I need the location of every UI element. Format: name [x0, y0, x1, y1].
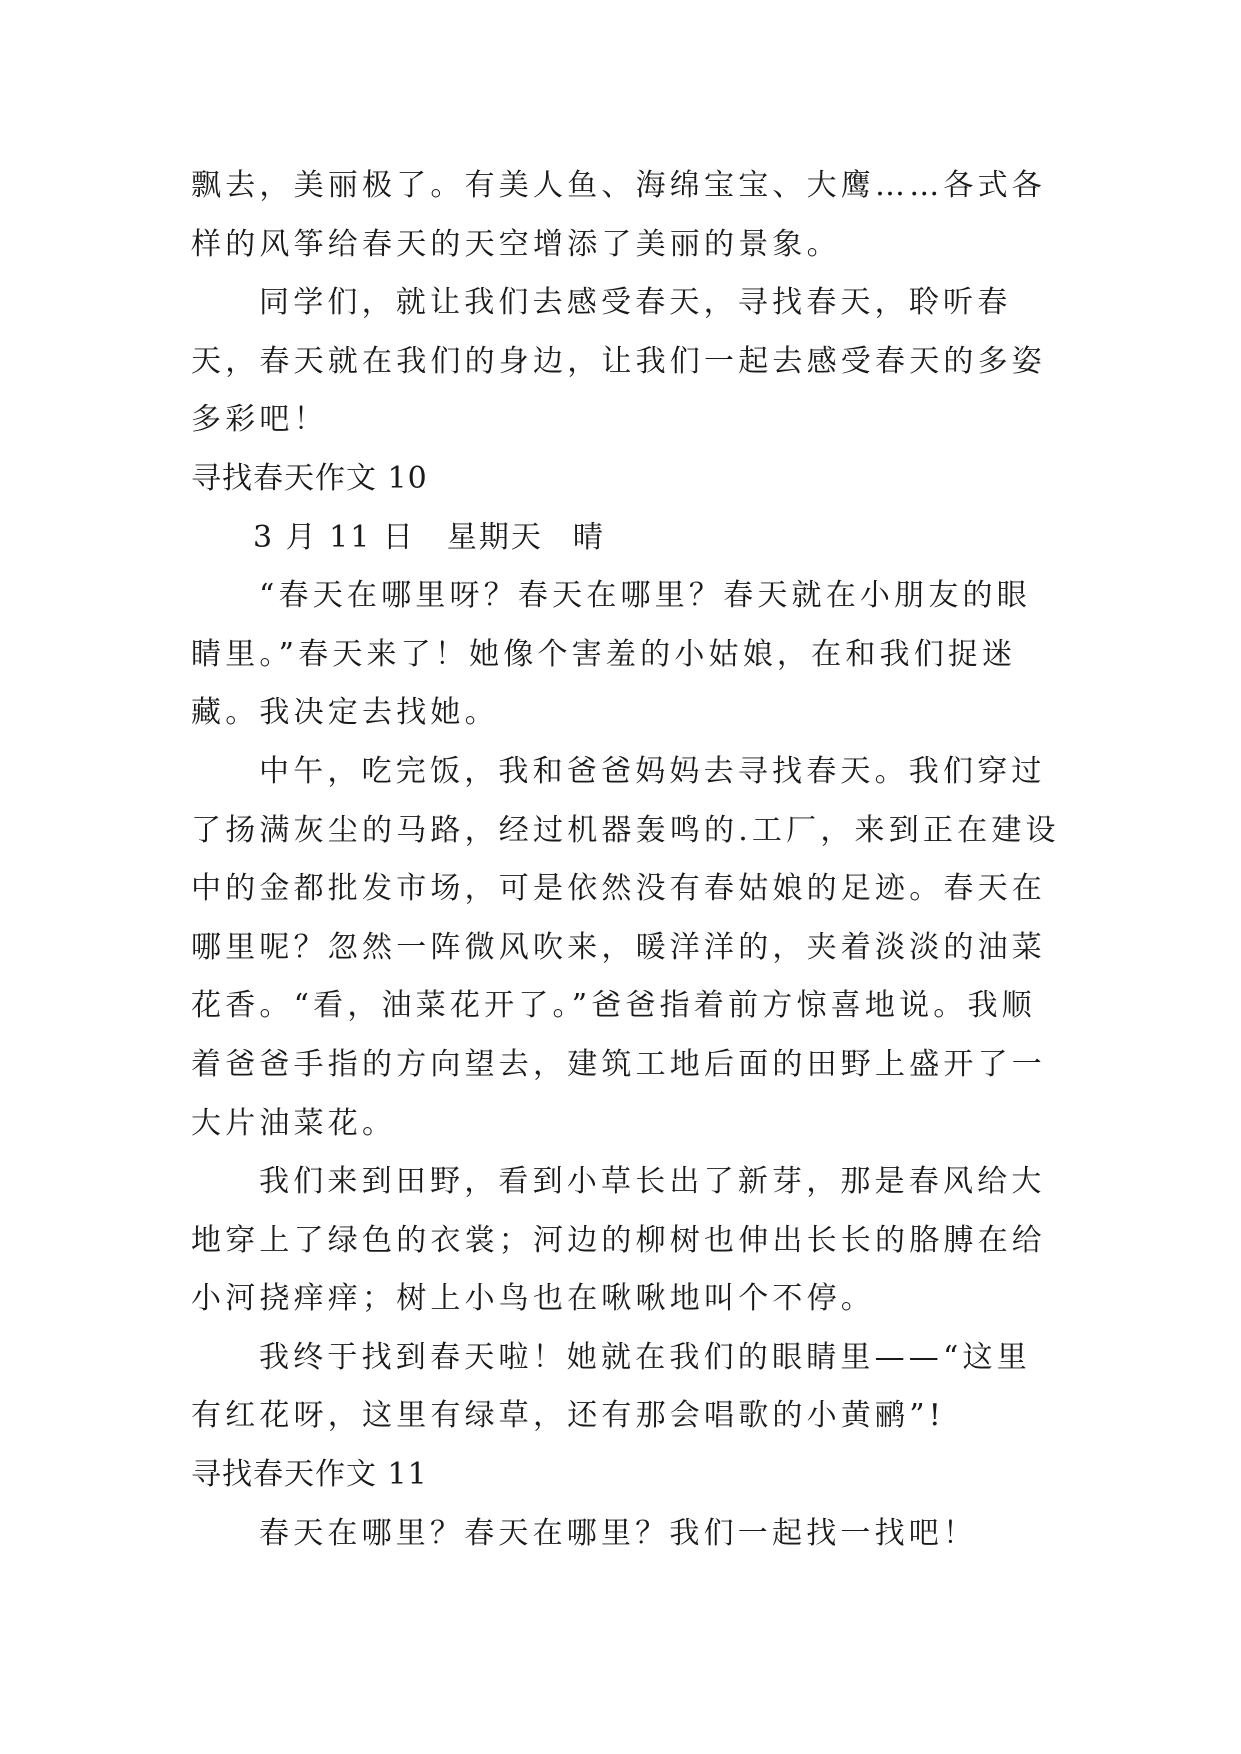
paragraph-kites: 飘去，美丽极了。有美人鱼、海绵宝宝、大鹰……各式各样的风筝给春天的天空增添了美丽的景象。 [191, 168, 1046, 262]
diary-date: 3 月 11 日 [253, 519, 415, 555]
paragraph-where-is-spring: “春天在哪里呀？春天在哪里？春天就在小朋友的眼睛里。”春天来了！她像个害羞的小姑娘，在和我们捉迷藏。我决定去找她。 [191, 578, 1031, 731]
essay-heading-11: 寻找春天作文 11 [191, 1457, 428, 1493]
diary-weekday: 星期天 [446, 519, 543, 555]
paragraph-field: 我们来到田野，看到小草长出了新芽，那是春风给大地穿上了绿色的衣裳；河边的柳树也伸出长长的胳膊在给小河挠痒痒；树上小鸟也在啾啾地叫个不停。 [191, 1164, 1046, 1317]
paragraph-found-spring: 我终于找到春天啦！她就在我们的眼睛里——“这里有红花呀，这里有绿草，还有那会唱歌的小黄鹂”! [191, 1339, 1031, 1434]
essay-heading-10: 寻找春天作文 10 [191, 460, 428, 496]
document-body [191, 157, 1061, 1563]
paragraph-feel-spring: 同学们，就让我们去感受春天，寻找春天，聆听春天，春天就在我们的身边，让我们一起去感受春天的多姿多彩吧！ [191, 285, 1046, 438]
diary-weather: 晴 [572, 519, 605, 555]
paragraph-lets-find: 春天在哪里？春天在哪里？我们一起找一找吧！ [259, 1515, 978, 1551]
paragraph-noon-search: 中午，吃完饭，我和爸爸妈妈去寻找春天。我们穿过了扬满灰尘的马路，经过机器轰鸣的.工厂，来到正在建设中的金都批发市场，可是依然没有春姑娘的足迹。春天在哪里呢？忽然一阵微风吹来，暖洋洋的，夹着淡淡的油菜花香。“看，油菜花开了。”爸爸指着前方惊喜地说。我顺着爸爸手指的方向望去，建筑工地后面的田野上盛开了一大片油菜花。 [191, 753, 1060, 1141]
diary-date-line [191, 509, 1061, 568]
